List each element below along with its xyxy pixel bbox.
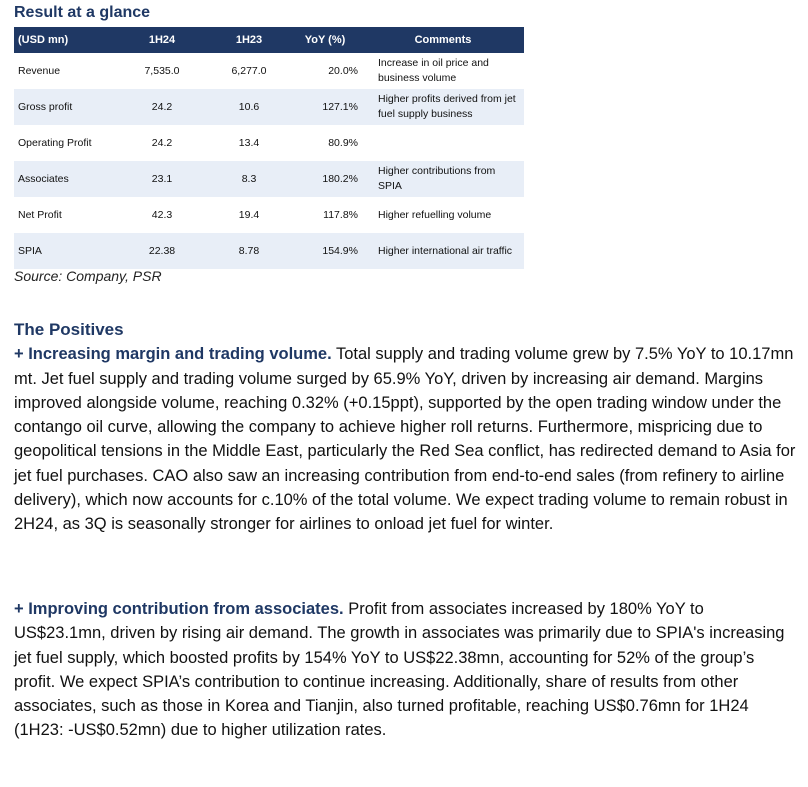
paragraph-trading-volume	[14, 342, 800, 536]
cell-1h24: 24.2	[151, 137, 173, 149]
table-row	[14, 161, 524, 197]
cell-1h23: 8.78	[210, 233, 288, 269]
table-row	[14, 233, 524, 269]
paragraph-lead: + Increasing margin and trading volume.	[14, 345, 332, 364]
cell-1h24: 23.1	[114, 161, 210, 197]
paragraph-text: Profit from associates increased by 180% YoY to US$23.1mn, driven by rising air demand. The growth in associates was primarily due to SPIA's increasing jet fuel supply, which boosted profits by 154% YoY to US$22.38mn, accounting for 52% of the group’s profit. We expect SPIA’s contribution to continue increasing. Additionally, share of results from other associates, such as those in Korea and Tianjin, also turned profitable, reaching US$0.76mn for 1H24 (1H23: -US$0.52mn) due to higher utilization rates.	[14, 600, 785, 740]
cell-comment: Higher international air traffic	[362, 233, 524, 269]
cell-1h23: 13.4	[238, 137, 260, 149]
associates-section	[14, 597, 800, 743]
cell-1h23: 10.6	[210, 89, 288, 125]
cell-1h24: 24.2	[114, 89, 210, 125]
cell-yoy: 80.9%	[328, 137, 358, 149]
header-1h24: 1H24	[114, 27, 210, 53]
row-label: SPIA	[14, 233, 114, 269]
cell-yoy: 117.8%	[323, 209, 358, 221]
cell-comment	[362, 125, 524, 161]
header-unit: (USD mn)	[14, 27, 114, 53]
table-row	[14, 197, 524, 233]
source-note: Source: Company, PSR	[14, 268, 162, 284]
header-comments: Comments	[362, 27, 524, 53]
cell-comment: Higher contributions from SPIA	[362, 161, 524, 197]
header-1h23: 1H23	[210, 27, 288, 53]
table-row	[14, 125, 524, 161]
cell-1h23: 19.4	[238, 209, 260, 221]
cell-1h24: 22.38	[114, 233, 210, 269]
cell-1h23: 8.3	[210, 161, 288, 197]
cell-comment: Increase in oil price and business volume	[362, 53, 524, 90]
row-label: Revenue	[14, 53, 114, 90]
cell-yoy: 180.2%	[288, 161, 362, 197]
row-label: Gross profit	[14, 89, 114, 125]
row-label: Net Profit	[18, 209, 62, 221]
table-title: Result at a glance	[14, 4, 151, 21]
cell-yoy: 127.1%	[288, 89, 362, 125]
cell-comment: Higher profits derived from jet fuel supply business	[362, 89, 524, 125]
cell-comment: Higher refuelling volume	[378, 208, 492, 221]
section-title: The Positives	[14, 320, 124, 339]
paragraph-lead: + Improving contribution from associates.	[14, 600, 344, 618]
paragraph-text: Total supply and trading volume grew by 7.5% YoY to 10.17mn mt. Jet fuel supply and trading volume surged by 65.9% YoY, driven by increasing air demand. Margins improved alongside volume, reaching 0.32% (+0.15ppt), supported by the open trading window under the contango oil curve, allowing the company to achieve higher roll returns. Furthermore, mispricing due to geopolitical tensions in the Middle East, particularly the Red Sea conflict, has redirected demand to Asia for jet fuel purchases. CAO also saw an increasing contribution from end-to-end sales (from refinery to airline delivery), which now accounts for c.10% of the total volume. We expect trading volume to remain robust in 2H24, as 3Q is seasonally stronger for airlines to onload jet fuel for winter.	[14, 345, 796, 534]
paragraph-associates	[14, 597, 800, 743]
cell-yoy: 20.0%	[288, 53, 362, 90]
row-label: Associates	[14, 161, 114, 197]
table-header-row	[14, 27, 524, 53]
cell-1h23: 6,277.0	[210, 53, 288, 90]
table-row	[14, 53, 524, 90]
cell-1h24: 42.3	[151, 209, 173, 221]
header-yoy: YoY (%)	[288, 27, 362, 53]
cell-1h24: 7,535.0	[114, 53, 210, 90]
row-label: Operating Profit	[18, 137, 92, 149]
positives-section	[14, 318, 800, 537]
table-row	[14, 89, 524, 125]
cell-yoy: 154.9%	[288, 233, 362, 269]
results-table	[14, 27, 524, 269]
